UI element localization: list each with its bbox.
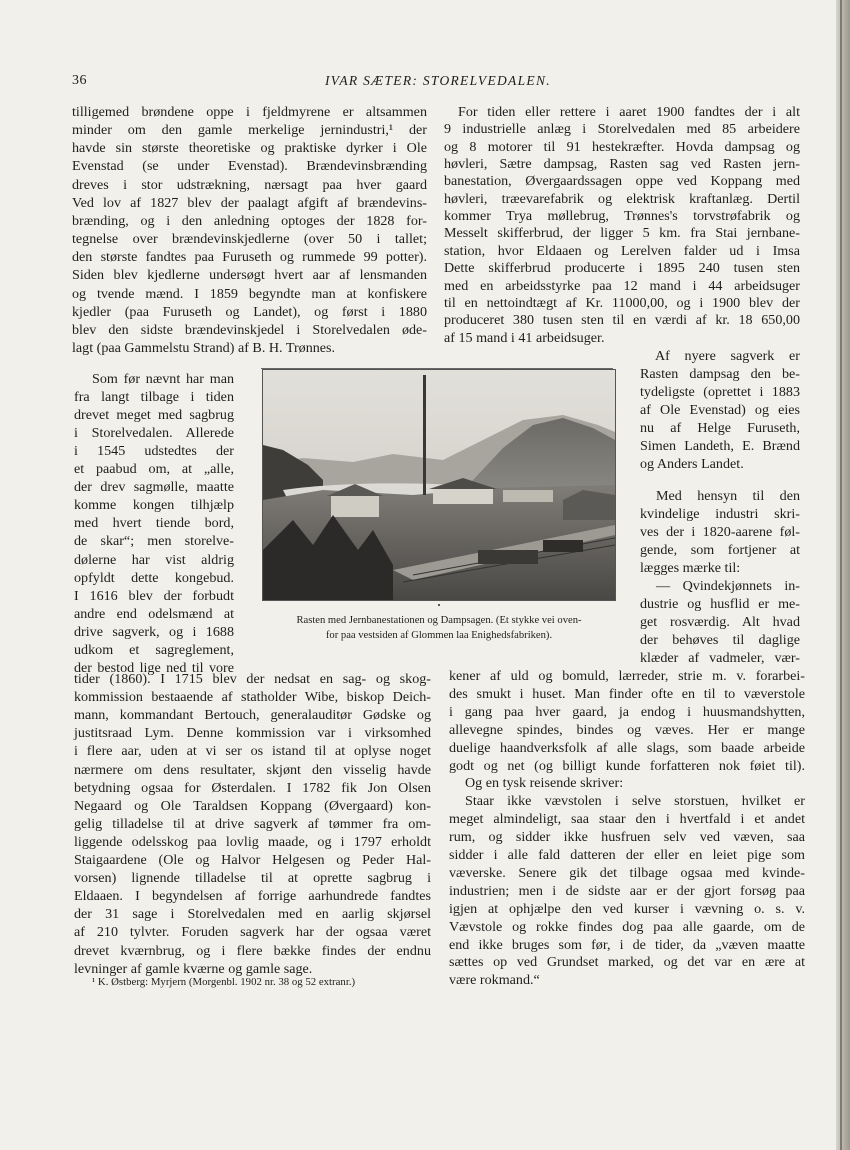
left-top-line: den største fandtes paa Furuseth og rummede 99 potter).: [72, 249, 427, 266]
right-narrow-a-line: Af nyere sagverk er: [655, 348, 800, 364]
right-narrow-b-line: der behøves til daglige: [640, 632, 800, 648]
photo-rasten: [262, 369, 616, 601]
left-top-line: Siden blev kjedlerne undersøgt hvert aar af lensmanden: [72, 267, 427, 284]
left-narrow-line: andre end odelsmænd at: [74, 605, 234, 622]
left-bottom-line: drevet kværnbrug, og i flere bække findes der endnu: [74, 942, 431, 959]
right-top-line: kommer Trya møllebrug, Trønnes's torvstrøfabrik og: [444, 208, 800, 225]
right-bottom-line: des smukt i huset. Man finder ofte en til to væverstole: [449, 685, 805, 702]
right-narrow-b-line: gende, som fortjener at: [640, 542, 800, 558]
left-narrow-line: fra langt tilbage i tiden: [74, 389, 234, 406]
right-narrow-a-line: Rasten dampsag den be-: [640, 366, 800, 382]
left-bottom-line: justitsraad Lym. Denne kommission var i virksomhed: [74, 725, 431, 742]
left-top-line: lagt (paa Gammelstu Strand) af B. H. Trønnes.: [72, 339, 336, 356]
left-top-line: tilligemed brøndene oppe i fjeldmyrene er altsammen: [72, 104, 427, 120]
left-narrow-line: drevet meget med sagbrug: [74, 407, 234, 424]
running-title: IVAR SÆTER: STORELVEDALEN.: [325, 73, 551, 88]
right-narrow-b-line: ves der i 1820-aarene føl-: [640, 524, 800, 540]
right-narrow-b-line: — Qvindekjønnets in-: [656, 578, 800, 594]
right-bottom-line: meget almindeligt, saa staar den i hvertfald i et andet: [449, 811, 805, 828]
right-top-line: høvleri, træevarefabrik og elektrisk kraftanlæg. Dertil: [444, 190, 800, 207]
left-narrow-line: dølerne har vist aldrig: [74, 551, 234, 568]
left-narrow-line: komme kongen tilhjælp: [74, 497, 234, 514]
left-narrow-line: drive sagverk, og i 1688: [74, 623, 234, 640]
right-bottom-line: være rokmand.“: [449, 972, 540, 989]
right-bottom-line: kener af uld og bomuld, lærreder, strie m. v. forarbei-: [449, 668, 805, 684]
left-top-line: brænding, og i den anledning optoges der 1828 for-: [72, 212, 427, 229]
right-narrow-b-line: kvindelige industri skri-: [640, 506, 800, 522]
left-bottom-line: der 31 sage i Storelvedalen med en aarlig skjørsel: [74, 906, 431, 923]
left-bottom-line: levninger af gamle kværne og gamle sage.: [74, 960, 313, 977]
photo-caption-line-1: Rasten med Jernbanestationen og Dampsagen. (Et stykke vei oven-: [296, 615, 582, 626]
right-bottom-line: Og en tysk reisende skriver:: [465, 775, 624, 792]
left-top-line: havde sin største theoretiske og praktiske dyrker i Ole: [72, 140, 427, 157]
right-narrow-a-line: af Ole Evenstad) og eies: [640, 402, 800, 418]
right-bottom-line: godt og net (og billigt kunde forfatteren nok føiet til).: [449, 757, 805, 774]
right-top-line: Dette skifferbrud producerte i 1895 240 tusen sten: [444, 260, 800, 277]
left-top-line: kjedler (paa Furuseth og Landet), og først i 1880: [72, 303, 427, 320]
right-narrow-b-line: Med hensyn til den: [656, 488, 800, 504]
right-bottom-line: sættes op ved Grundset marked, og det var en ære at: [449, 954, 805, 971]
left-bottom-line: kommission bestaaende af statholder Wibe, biskop Deich-: [74, 689, 431, 706]
left-bottom-line: betydning ogsaa for Østerdalen. I 1782 fik Jon Olsen: [74, 779, 431, 796]
right-top-line: banestation, Øvergaardssagen oppe ved Koppang med: [444, 173, 800, 190]
left-narrow-line: med hvert tiende bord,: [74, 515, 234, 532]
left-narrow-line: i Storelvedalen. Allerede: [74, 425, 234, 442]
left-bottom-line: mann, kommandant Bertouch, generalauditør Gødske og: [74, 707, 431, 724]
right-bottom-line: væverske. Senere gik det tilbage ogsaa med kvinde-: [449, 864, 805, 881]
right-bottom-line: Staar ikke vævstolen i selve storstuen, hvilket er: [465, 793, 805, 810]
left-narrow-line: der drev sagmølle, maatte: [74, 479, 234, 496]
left-narrow-line: et paabud om, at „alle,: [74, 461, 234, 478]
photo-illustration: [263, 370, 615, 600]
right-top-line: For tiden eller rettere i aaret 1900 fandtes der i alt: [458, 104, 800, 120]
left-narrow-line: de skar“; men storelve-: [74, 533, 234, 550]
left-bottom-line: nærmere om dens resultater, skjønt den visselig havde: [74, 761, 431, 778]
right-bottom-line: igjen at ophjælpe den ved kurser i vævning o. s. v.: [449, 900, 805, 917]
right-narrow-b-line: klæder af vadmeler, vær-: [640, 650, 800, 666]
right-bottom-line: end ikke bruges som før, i de tider, da „væven maatte: [449, 936, 805, 953]
right-top-line: 9 industrielle anlæg i Storelvedalen med 85 arbeidere: [444, 121, 800, 138]
right-bottom-line: duelige haandverksfolk af alle slags, som baade arbeide: [449, 739, 805, 756]
left-narrow-line: der bestod lige ned til vore: [74, 659, 234, 676]
right-top-line: Messelt skifferbrud, der ligger 5 km. fra Stai jernbane-: [444, 225, 800, 242]
right-bottom-line: i gang paa hver gaard, ja endog i huusmandshytten,: [449, 703, 805, 720]
left-top-line: dreves i stor udstrækning, nærsagt paa hver gaard: [72, 176, 427, 193]
left-top-line: og tvende mænd. I 1859 begyndte man at konfiskere: [72, 285, 427, 302]
photo-tick-mark: [438, 604, 440, 606]
left-bottom-line: Staigaardene (Ole og Halvor Helgesen og Peder Hal-: [74, 852, 431, 868]
photo-caption-line-2: for paa vestsiden af Glommen laa Enighedsfabriken).: [325, 630, 553, 641]
left-narrow-line: Som før nævnt har man: [92, 371, 234, 387]
right-top-line: station, hvor Eldaaen og Lerelven falder ud i Imsa: [444, 242, 800, 259]
right-top-line: af 15 mand i 41 arbeidsuger.: [444, 329, 605, 346]
left-bottom-line: gelig tilladelse til at drive sagverk af tømmer fra om-: [74, 815, 431, 832]
left-bottom-line: Eldaaen. I begyndelsen af forrige aarhundrede fandtes: [74, 888, 431, 905]
right-bottom-line: Vævstole og rokke findes dog paa alle gaarde, om de: [449, 918, 805, 935]
left-narrow-line: opfyldt dette kongebud.: [74, 569, 234, 586]
right-bottom-line: allevegne spindes, bindes og væves. Her er mange: [449, 721, 805, 738]
right-narrow-b-line: lægges mærke til:: [640, 560, 741, 576]
left-narrow-line: udkom et sagreglement,: [74, 641, 234, 658]
right-narrow-a-line: nu af Helge Furuseth,: [640, 420, 800, 436]
left-narrow-line: I 1616 blev der forbudt: [74, 587, 234, 604]
left-top-line: blev den sidste brændevinskjedel i Storelvedalen øde-: [72, 321, 427, 338]
right-bottom-line: rum, og sidder ikke husfruen selv ved væven, saa: [449, 829, 805, 846]
left-top-line: Ved lov af 1827 blev der paalagt afgift af brændevins-: [72, 194, 427, 211]
left-narrow-line: i 1545 udstedtes der: [74, 443, 234, 460]
photo-frame-top: [261, 368, 613, 369]
right-narrow-b-line: get rosværdig. Alt hvad: [640, 614, 800, 630]
right-bottom-line: sidder i alle fald datteren der eller en leiet pige som: [449, 847, 805, 863]
right-narrow-a-line: og Anders Landet.: [640, 456, 744, 472]
right-top-line: med en arbeidsstyrke paa 12 mand i 44 arbeidsuger: [444, 277, 800, 294]
left-top-line: Evenstad (se under Evenstad). Brændevinsbrænding: [72, 158, 427, 175]
right-bottom-line: industrien; men i de sidste aar er der gjort forsøg paa: [449, 882, 805, 899]
left-bottom-line: Negaard og Ole Taraldsen Koppang (Øvergaard) kon-: [74, 797, 431, 814]
left-top-line: tegnelse over brændevinskjedlerne (over 50 i tallet;: [72, 231, 427, 248]
right-narrow-a-line: Simen Landeth, E. Brænd: [640, 438, 800, 454]
left-bottom-line: vorsen) lignende tilladelse til at oprette sagbrug i: [74, 870, 431, 887]
right-narrow-b-line: dustrie og husflid er me-: [640, 596, 800, 612]
right-top-line: og 8 motorer til 91 hestekræfter. Hovda dampsag og: [444, 138, 800, 155]
left-bottom-line: i flere aar, uden at vi ser os istand til at oplyse noget: [74, 743, 431, 760]
right-top-line: høvleri, Sætre dampsag, Rasten sag ved Rasten jern-: [444, 156, 800, 173]
right-narrow-a-line: tydeligste (oprettet i 1883: [640, 384, 800, 400]
right-top-line: produceret 380 tusen sten til en værdi af kr. 18 650,00: [444, 312, 800, 329]
page-number: 36: [72, 73, 87, 88]
left-bottom-line: af 210 tylvter. Foruden sagverk har der ogsaa været: [74, 924, 431, 941]
footnote: ¹ K. Østberg: Myrjern (Morgenbl. 1902 nr. 38 og 52 extranr.): [92, 976, 356, 988]
right-top-line: til en nettoindtægt af Kr. 11000,00, og i 1900 blev der: [444, 294, 800, 311]
left-bottom-line: liggende odelsskog paa lovlig maade, og i 1797 erholdt: [74, 833, 431, 850]
scan-edge: [836, 0, 850, 1150]
left-top-line: minder om den gamle merkelige jernindustri,¹ der: [72, 122, 427, 139]
left-bottom-line: tider (1860). I 1715 blev der nedsat en sag- og skog-: [74, 671, 431, 687]
